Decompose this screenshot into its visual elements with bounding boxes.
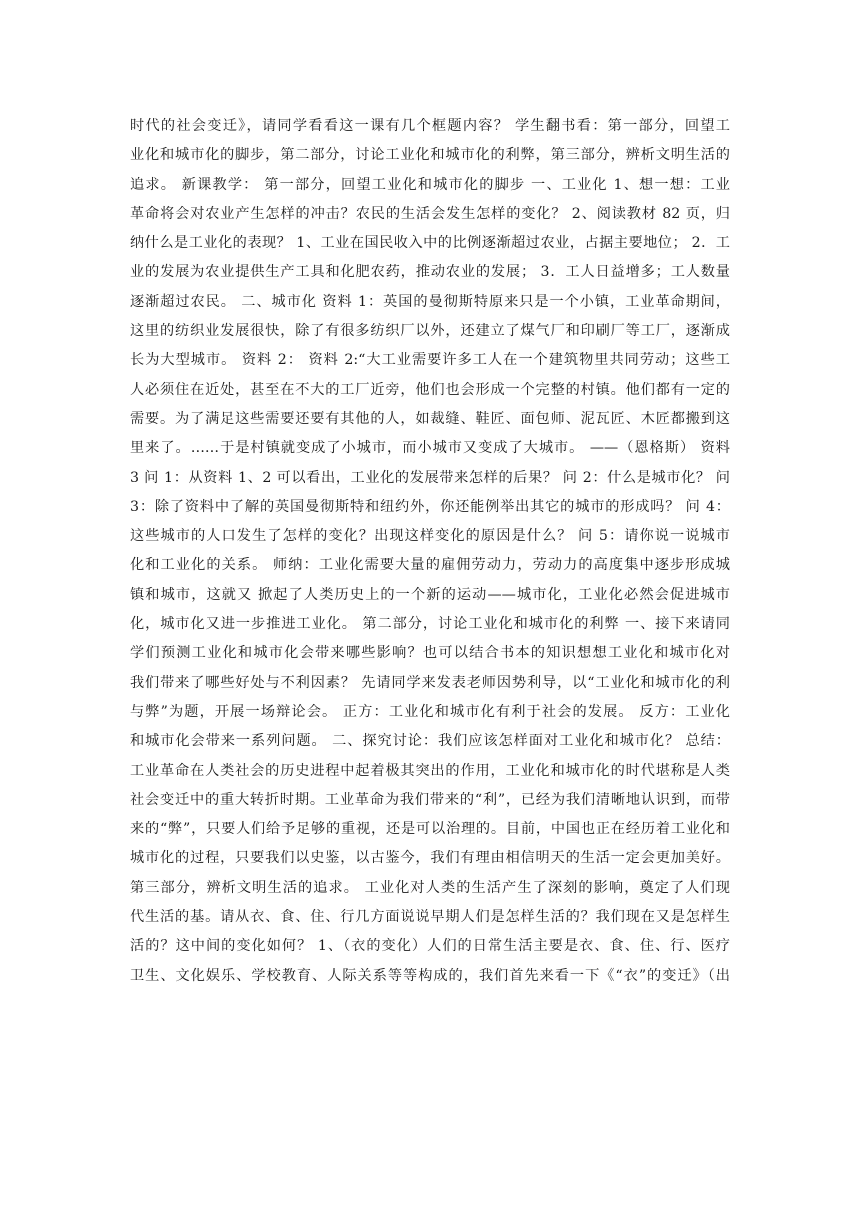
- text-line: 3 问 1：从资料 1、2 可以看出，工业化的发展带来怎样的后果？ 问 2：什么是城市化？ 问: [130, 469, 730, 486]
- text-line: 化，城市化又进一步推进工业化。 第二部分，讨论工业化和城市化的利弊 一、接下来请同: [130, 616, 730, 633]
- body-text: [130, 112, 730, 991]
- text-line: 3：除了资料中了解的英国曼彻斯特和纽约外，你还能例举出其它的城市的形成吗？ 问 4：: [130, 498, 730, 515]
- text-line: 时代的社会变迁》，请同学看看这一课有几个框题内容？ 学生翻书看：第一部分，回望工: [130, 118, 730, 134]
- text-line: 来的“弊”，只要人们给予足够的重视，还是可以治理的。目前，中国也正在经历着工业化和: [130, 821, 730, 838]
- text-line: 里来了。……于是村镇就变成了小城市，而小城市又变成了大城市。 ——（恩格斯） 资料: [130, 440, 730, 457]
- text-line: 逐渐超过农民。 二、城市化 资料 1：英国的曼彻斯特原来只是一个小镇，工业革命期间，: [130, 293, 730, 310]
- text-line: 卫生、文化娱乐、学校教育、人际关系等等构成的，我们首先来看一下《“衣”的变迁》（出: [130, 967, 730, 984]
- text-line: 活的？这中间的变化如何？ 1、（衣的变化）人们的日常生活主要是衣、食、住、行、医疗: [130, 938, 730, 955]
- text-line: 长为大型城市。 资料 2： 资料 2:“大工业需要许多工人在一个建筑物里共同劳动；这些工: [130, 352, 730, 369]
- text-line: 需要。为了满足这些需要还要有其他的人，如裁缝、鞋匠、面包师、泥瓦匠、木匠都搬到这: [130, 410, 730, 427]
- text-line: 革命将会对农业产生怎样的冲击？农民的生活会发生怎样的变化？ 2、阅读教材 82 页，归: [130, 205, 730, 222]
- text-line: 纳什么是工业化的表现？ 1、工业在国民收入中的比例逐渐超过农业，占据主要地位； 2．工: [130, 235, 730, 252]
- text-line: 我们带来了哪些好处与不利因素？ 先请同学来发表老师因势利导，以“工业化和城市化的利: [130, 674, 730, 691]
- text-line: 业化和城市化的脚步，第二部分，讨论工业化和城市化的利弊，第三部分，辨析文明生活的: [130, 147, 730, 164]
- text-line: 社会变迁中的重大转折时期。工业革命为我们带来的“利”，已经为我们清晰地认识到，而带: [130, 791, 730, 808]
- text-line: 这里的纺织业发展很快，除了有很多纺织厂以外，还建立了煤气厂和印刷厂等工厂，逐渐成: [130, 323, 730, 340]
- text-line: 追求。 新课教学： 第一部分，回望工业化和城市化的脚步 一、工业化 1、想一想：工业: [130, 176, 730, 193]
- text-line: 业的发展为农业提供生产工具和化肥农药，推动农业的发展； 3．工人日益增多；工人数量: [130, 264, 730, 281]
- text-line: 城市化的过程，只要我们以史鉴，以古鉴今，我们有理由相信明天的生活一定会更加美好。: [130, 850, 730, 867]
- text-line: 化和工业化的关系。 师纳：工业化需要大量的雇佣劳动力，劳动力的高度集中逐步形成城: [130, 557, 730, 574]
- text-line: 工业革命在人类社会的历史进程中起着极其突出的作用，工业化和城市化的时代堪称是人类: [130, 762, 730, 779]
- text-line: 代生活的基。请从衣、食、住、行几方面说说早期人们是怎样生活的？我们现在又是怎样生: [130, 909, 730, 926]
- text-line: 这些城市的人口发生了怎样的变化？出现这样变化的原因是什么？ 问 5：请你说一说城市: [130, 528, 730, 545]
- text-line: 学们预测工业化和城市化会带来哪些影响？也可以结合书本的知识想想工业化和城市化对: [130, 645, 730, 662]
- text-line: 第三部分，辨析文明生活的追求。 工业化对人类的生活产生了深刻的影响，奠定了人们现: [130, 879, 730, 896]
- text-line: 和城市化会带来一系列问题。 二、探究讨论：我们应该怎样面对工业化和城市化？ 总结：: [130, 733, 730, 750]
- text-line: 与弊”为题，开展一场辩论会。 正方：工业化和城市化有利于社会的发展。 反方：工业化: [130, 703, 730, 720]
- text-line: 镇和城市，这就又 掀起了人类历史上的一个新的运动——城市化，工业化必然会促进城市: [130, 586, 730, 603]
- text-line: 人必须住在近处，甚至在不大的工厂近旁，他们也会形成一个完整的村镇。他们都有一定的: [130, 381, 730, 398]
